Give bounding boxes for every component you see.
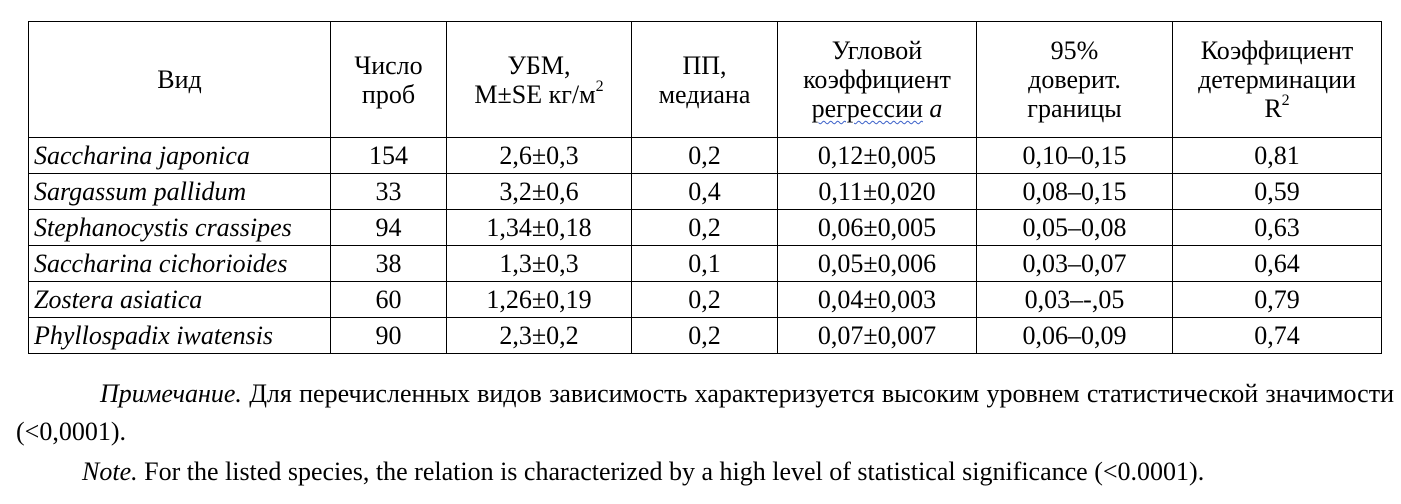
note-english-text: For the listed species, the relation is characterized by a high level of statistical significance (<0.0001). [137,457,1205,486]
header-species [29,22,331,138]
table-row [29,210,1382,246]
cell-ci: 0,05–0,08 [977,210,1173,246]
cell-ubm: 1,3±0,3 [447,246,632,282]
cell-pp: 0,2 [632,210,778,246]
data-table [28,21,1382,354]
cell-ubm: 1,34±0,18 [447,210,632,246]
header-pp: ПП, медиана [632,22,778,138]
table-row [29,246,1382,282]
cell-samples: 60 [331,282,447,318]
cell-ci: 0,03–0,07 [977,246,1173,282]
header-ubm: УБМ, M±SE $кг/м^2$ [447,22,632,138]
cell-slope: 0,12±0,005 [778,138,977,174]
cell-pp: 0,4 [632,174,778,210]
cell-slope: 0,07±0,007 [778,318,977,354]
cell-samples: 154 [331,138,447,174]
cell-r2: 0,63 [1173,210,1382,246]
header-ci: 95% доверит. границы [977,22,1173,138]
cell-samples: 90 [331,318,447,354]
table-row [29,282,1382,318]
cell-ubm: 2,3±0,2 [447,318,632,354]
cell-species: Stephanocystis crassipes [29,210,331,246]
cell-species: Zostera asiatica [29,282,331,318]
header-samples: Число проб [331,22,447,138]
cell-r2: 0,81 [1173,138,1382,174]
cell-samples: 94 [331,210,447,246]
cell-pp: 0,1 [632,246,778,282]
table-row [29,138,1382,174]
cell-ci: 0,10–0,15 [977,138,1173,174]
cell-pp: 0,2 [632,138,778,174]
header-r2: Коэффициент детерминации $R^2$ [1173,22,1382,138]
cell-ci: 0,03–-,05 [977,282,1173,318]
note-english-label: Note. [82,457,138,486]
header-ubm-superscript: 2 [595,77,604,95]
cell-ubm: 3,2±0,6 [447,174,632,210]
header-species-label: Вид [157,65,202,94]
table-row [29,318,1382,354]
cell-species: Saccharina japonica [29,138,331,174]
header-slope: Угловой коэффициент регрессии a [778,22,977,138]
table-row [29,174,1382,210]
cell-r2: 0,59 [1173,174,1382,210]
cell-ubm: 1,26±0,19 [447,282,632,318]
header-slope-symbol: a [929,94,943,123]
cell-r2: 0,64 [1173,246,1382,282]
cell-pp: 0,2 [632,282,778,318]
note-english [16,453,1394,491]
cell-ci: 0,08–0,15 [977,174,1173,210]
note-russian-text: Для перечисленных видов зависимость характеризуется высоким уровнем статистической значимости (<0,0001). [16,379,1394,446]
header-slope-spellcheck-word: регрессии [811,94,923,123]
cell-species: Saccharina cichorioides [29,246,331,282]
cell-species: Phyllospadix iwatensis [29,318,331,354]
cell-r2: 0,79 [1173,282,1382,318]
note-russian-label: Примечание. [100,379,242,408]
cell-ubm: 2,6±0,3 [447,138,632,174]
cell-slope: 0,06±0,005 [778,210,977,246]
header-r2-superscript: 2 [1281,92,1290,110]
cell-slope: 0,11±0,020 [778,174,977,210]
cell-pp: 0,2 [632,318,778,354]
cell-samples: 38 [331,246,447,282]
note-russian [16,375,1394,451]
cell-slope: 0,05±0,006 [778,246,977,282]
cell-r2: 0,74 [1173,318,1382,354]
header-row [29,22,1382,138]
cell-ci: 0,06–0,09 [977,318,1173,354]
cell-species: Sargassum pallidum [29,174,331,210]
cell-samples: 33 [331,174,447,210]
cell-slope: 0,04±0,003 [778,282,977,318]
